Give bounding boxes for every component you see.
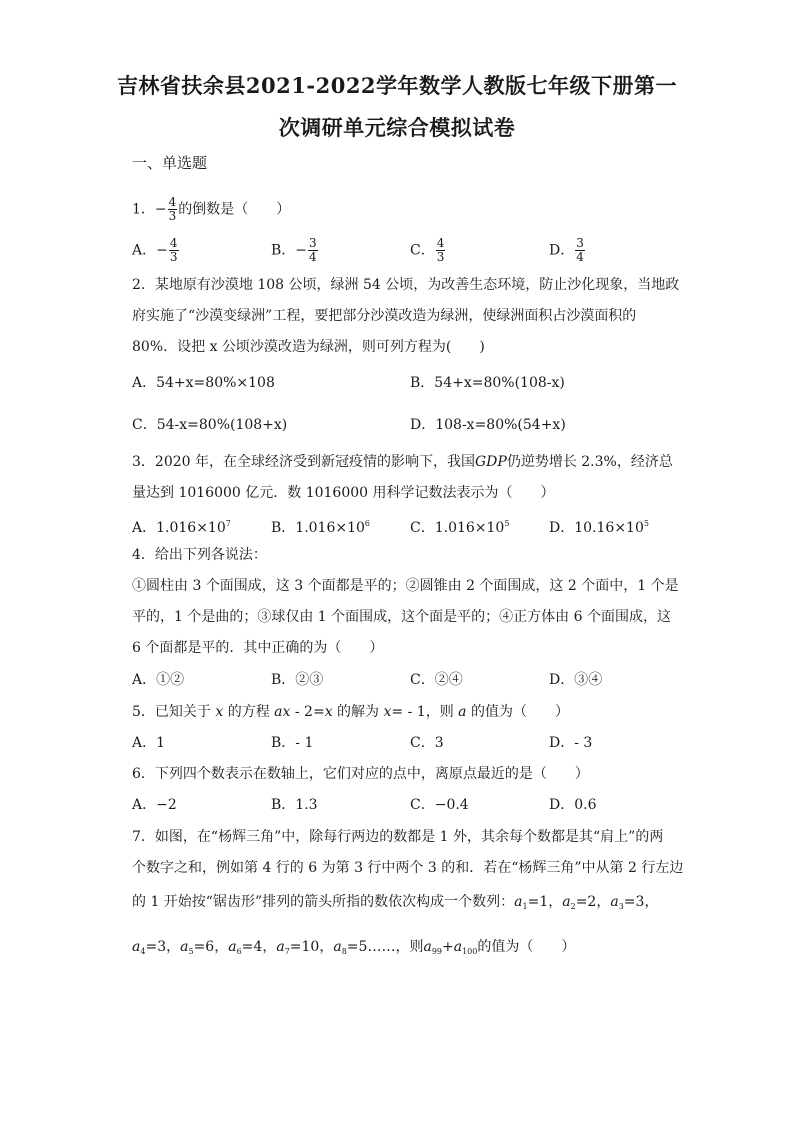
subscript: 2	[570, 902, 576, 911]
subscript: 5	[188, 947, 194, 956]
option-label: D．	[549, 242, 575, 259]
sign: −	[156, 242, 168, 259]
denominator: 3	[169, 250, 178, 264]
q2-line-2: 府实施了“沙漠变绿洲”工程，要把部分沙漠改造为绿洲，使绿洲面积占沙漠面积的	[132, 308, 637, 324]
q6-option-c[interactable]: C．−0.4	[410, 797, 469, 813]
section-heading: 一、单选题	[132, 154, 208, 172]
option-label: C．	[410, 242, 435, 259]
numerator: 4	[169, 236, 178, 250]
question-text: 的解为	[332, 704, 384, 720]
title-line-1: 吉林省扶余县2021-2022学年数学人教版七年级下册第一	[116, 73, 678, 98]
q1-option-c[interactable]	[410, 237, 446, 264]
sequence-value: 5	[358, 939, 368, 955]
q3-option-b[interactable]	[271, 514, 370, 538]
sequence-term: a	[423, 939, 432, 955]
fraction	[575, 237, 585, 264]
option-value: 1.016×10	[295, 520, 365, 536]
q3-option-c[interactable]	[410, 514, 509, 538]
option-label: B．	[271, 242, 296, 259]
q1-option-a[interactable]	[132, 237, 180, 264]
question-text: 的倒数是（ ）	[178, 201, 291, 218]
sequence-value: 10	[301, 939, 320, 955]
title-line-2: 次调研单元综合模拟试卷	[278, 115, 516, 140]
q7-line-4	[132, 937, 575, 962]
q2-option-a[interactable]: A．54+x=80%×108	[132, 375, 275, 391]
q1-option-d[interactable]	[549, 237, 586, 264]
option-label: A．	[132, 520, 157, 536]
variable: a	[458, 704, 467, 720]
q5-option-b[interactable]: B．- 1	[271, 735, 314, 751]
sequence-term: a	[562, 894, 571, 910]
fraction	[169, 237, 179, 264]
denominator: 3	[168, 209, 177, 223]
equation-term: - 2=	[290, 704, 325, 720]
option-label: B．	[271, 520, 296, 536]
variable: x	[215, 704, 224, 720]
q5-option-d[interactable]: D．- 3	[549, 735, 593, 751]
comma: ，	[319, 939, 334, 955]
fraction	[308, 237, 318, 264]
question-text: 的值为（ ）	[477, 939, 576, 955]
q2-option-c[interactable]: C．54-x=80%(108+x)	[132, 417, 288, 433]
exponent: 5	[504, 519, 510, 528]
sequence-term: a	[228, 939, 237, 955]
q4-line-1: 4．给出下列各说法：	[132, 547, 267, 563]
q4-option-a[interactable]: A．①②	[132, 672, 185, 688]
option-value: 1.016×10	[434, 520, 505, 536]
equals: =	[241, 939, 254, 955]
q4-option-c[interactable]: C．②④	[410, 672, 463, 688]
option-label: A．	[132, 242, 157, 259]
q4-line-3: 平的，1 个是曲的；③球仅由 1 个面围成，这个面是平的；④正方体由 6 个面围成，这	[132, 609, 671, 625]
option-label: D．	[549, 520, 575, 536]
q4-option-b[interactable]: B．②③	[271, 672, 324, 688]
sequence-term: a	[180, 939, 189, 955]
question-text: 的值为（ ）	[466, 704, 569, 720]
sequence-value: 6	[205, 939, 215, 955]
q2-option-d[interactable]: D．108-x=80%(54+x)	[410, 417, 566, 433]
q1-option-b[interactable]	[271, 237, 319, 264]
plus: +	[442, 939, 454, 955]
q6-option-d[interactable]: D．0.6	[549, 797, 597, 813]
option-value: 10.16×10	[574, 520, 644, 536]
q7-line-3	[132, 892, 658, 917]
exponent: 5	[643, 519, 649, 528]
numerator: 4	[436, 236, 445, 250]
equals: =	[575, 894, 588, 910]
q2-option-b[interactable]: B．54+x=80%(108-x)	[410, 375, 565, 391]
numerator: 3	[309, 236, 317, 250]
q7-line-2: 个数字之和，例如第 4 行的 6 为第 3 行中两个 3 的和．若在“杨辉三角”中从第 2 行左边	[132, 860, 684, 876]
fraction	[168, 196, 178, 223]
subscript: 4	[140, 947, 146, 956]
fraction	[436, 237, 446, 264]
q4-line-2: ①圆柱由 3 个面围成，这 3 个面都是平的；②圆锥由 2 个面围成，这 2 个面中，1 个是	[132, 578, 679, 594]
q5-option-a[interactable]: A．1	[132, 735, 166, 751]
question-text: 5．已知关于	[132, 704, 216, 720]
comma: ，	[548, 894, 563, 910]
sequence-value: 2	[587, 894, 597, 910]
q6-line: 6．下列四个数表示在数轴上，它们对应的点中，离原点最近的是（ ）	[132, 766, 589, 782]
comma: ，	[166, 939, 181, 955]
denominator: 4	[309, 250, 317, 264]
equation-term: ax	[274, 704, 291, 720]
question-text: ，则	[395, 939, 424, 955]
comma: ，	[596, 894, 611, 910]
sign: −	[295, 242, 308, 259]
sequence-value: 3	[635, 894, 645, 910]
sequence-term: a	[514, 894, 523, 910]
subscript: 3	[618, 902, 624, 911]
q2-line-3: 80%．设把 x 公顷沙漠改造为绿洲，则可列方程为( )	[132, 339, 485, 355]
q3-line-1	[132, 452, 673, 472]
question-1	[132, 196, 290, 223]
subscript: 8	[341, 947, 347, 956]
comma: ，	[644, 894, 659, 910]
question-5	[132, 702, 569, 722]
question-text: 的 1 开始按“锯齿形”排列的箭头所指的数依次构成一个数列：	[132, 894, 515, 910]
q4-line-4: 6 个面都是平的．其中正确的为（ ）	[132, 640, 384, 656]
question-text: 的方程	[223, 704, 275, 720]
numerator: 3	[576, 236, 584, 250]
sequence-value: 3	[157, 939, 167, 955]
sign: −	[154, 201, 167, 218]
q5-option-c[interactable]: C．3	[410, 735, 444, 751]
equals: =	[145, 939, 158, 955]
subscript: 6	[236, 947, 242, 956]
sequence-term: a	[132, 939, 141, 955]
subscript: 7	[284, 947, 290, 956]
sequence-value: 4	[253, 939, 263, 955]
question-number: 1．	[132, 201, 155, 218]
variable: x	[383, 704, 392, 720]
comma: ，	[214, 939, 229, 955]
subscript: 100	[462, 947, 478, 956]
exponent: 7	[225, 519, 231, 528]
equals: =	[527, 894, 540, 910]
question-text: 仍逆势增长 2.3%，经济总	[506, 454, 673, 470]
sequence-value: 1	[539, 894, 549, 910]
q3-option-d[interactable]	[549, 514, 649, 538]
subscript: 1	[522, 902, 528, 911]
q7-line-1: 7．如图，在“杨辉三角”中，除每行两边的数都是 1 外，其余每个数都是其“肩上”的两	[132, 829, 664, 845]
equation-term: x	[324, 704, 333, 720]
equals: =	[346, 939, 359, 955]
denominator: 3	[436, 250, 445, 264]
option-label: C．	[410, 520, 435, 536]
q2-line-1: 2．某地原有沙漠地 108 公顷，绿洲 54 公顷，为改善生态环境，防止沙化现象，当地政	[132, 277, 680, 293]
subscript: 99	[431, 947, 442, 956]
equals: =	[289, 939, 302, 955]
numerator: 4	[168, 195, 177, 209]
q4-option-d[interactable]: D．③④	[549, 672, 603, 688]
q6-option-b[interactable]: B．1.3	[271, 797, 318, 813]
q3-line-2: 量达到 1016000 亿元．数 1016000 用科学记数法表示为（ ）	[132, 485, 555, 501]
gdp-term: GDP	[475, 454, 507, 470]
denominator: 4	[576, 250, 584, 264]
exponent: 6	[364, 519, 371, 528]
q3-option-a[interactable]	[132, 514, 231, 538]
question-text: 3．2020 年，在全球经济受到新冠疫情的影响下，我国	[132, 454, 475, 470]
sequence-term: a	[610, 894, 619, 910]
sequence-term: a	[453, 939, 463, 955]
equals: =	[193, 939, 206, 955]
ellipsis: ……	[367, 939, 396, 955]
comma: ，	[262, 939, 277, 955]
q6-option-a[interactable]: A．−2	[132, 797, 177, 813]
sequence-term: a	[276, 939, 285, 955]
question-text: = - 1，则	[391, 704, 459, 720]
option-value: 1.016×10	[156, 520, 226, 536]
sequence-term: a	[333, 939, 342, 955]
equals: =	[623, 894, 636, 910]
